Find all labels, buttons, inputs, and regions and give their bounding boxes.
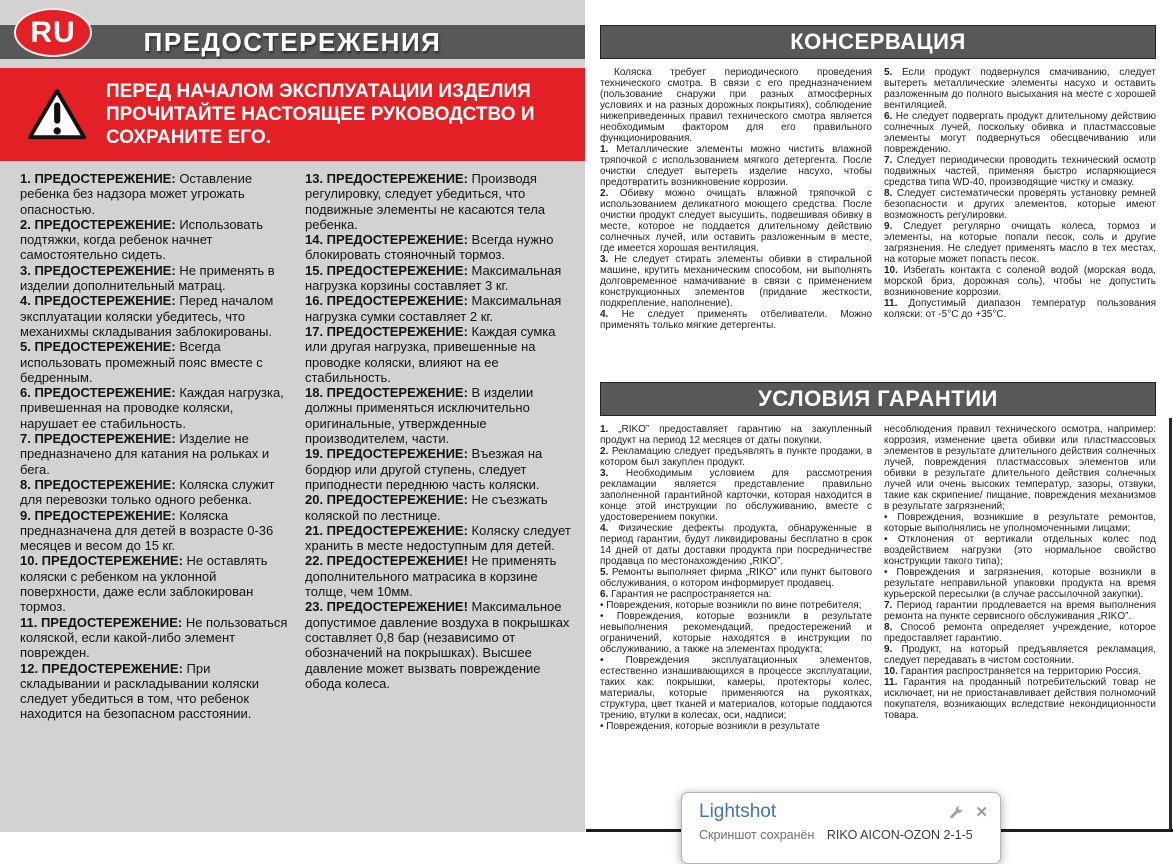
paragraph-text: Физические дефекты продукта, обнаруженные в период гарантии, будут ликвидированы бесплатно в срок 14 дней от даты доставки продукта при посредничестве продавца по местонахождению „RIKO”. [600,523,872,567]
paragraph [600,67,872,144]
lightshot-status-text: Скриншот сохранён [699,828,815,842]
warning-item-heading: 9. ПРЕДОСТЕРЕЖЕНИЕ: [20,507,176,523]
warning-item-heading: 17. ПРЕДОСТЕРЕЖЕНИЕ: [305,323,468,339]
warning-item-text: Не применять в изделии дополнительный матрац. [20,262,275,294]
maintenance-column-1 [600,67,872,331]
maintenance-section [600,25,1156,331]
warning-item-heading: 11. ПРЕДОСТЕРЕЖЕНИЕ: [20,614,183,630]
lightshot-message-row [682,823,1000,842]
paragraph-text: Металлические элементы можно чистить влажной тряпочкой с использованием мягкого детергента. После очистки следует вытереть изделие насухо, чтобы предотвратить возникновение коррозии. [600,144,873,188]
warning-item-heading: 23. ПРЕДОСТЕРЕЖЕНИЕ! [305,599,468,615]
paragraph-text: • Повреждения, которые возникли в результате [600,721,820,732]
paragraph [884,534,1156,567]
warning-item-heading: 2. ПРЕДОСТЕРЕЖЕНИЕ: [20,216,176,232]
warning-item-text: Максимальное допустимое давление воздуха в покрышках составляет 0,8 бар (независимо от обозначений на покрышках). Высшее давление может вызвать повреждение обода колеса. [305,599,570,691]
lightshot-header [682,793,1000,823]
paragraph-number: 4. [600,523,609,534]
warning-item-text: Коляску следует хранить в месте недоступным для детей. [305,522,571,554]
paragraph [600,567,872,589]
warning-item-text: Въезжая на бордюр или другой ступень, следует приподнести переднюю часть коляски. [305,446,543,492]
warranty-column-2 [884,424,1156,732]
warning-item-text: Не съезжать коляской по лестнице. [305,492,548,523]
paragraph-text: Период гарантии продлевается на время выполнения ремонта на пункте сервисного обслуживания „RIKO”. [884,600,1156,622]
paragraph-number: 9. [884,221,893,232]
paragraph-number: 10. [884,265,898,276]
paragraph-text: Способ ремонта определяет учреждение, которое предоставляет гарантию. [884,622,1156,644]
paragraph [600,655,872,721]
warning-item-text: Всегда использовать промежный пояс вместе с бедренным. [20,339,263,385]
paragraph-text: Следует систематически проверять установку ремней безопасности и других элементов, которые имеют возможность регулировки. [884,188,1156,221]
paragraph-text: • Повреждения, которые возникли по вине потребителя; [600,600,862,611]
paragraph-text: • Повреждения, которые возникли в результате невыполнения рекомендаций, предостережений и ограничений, которые находятся в инструкции по обслуживанию, а также на элементах продукта; [600,611,872,655]
warranty-title: УСЛОВИЯ ГАРАНТИИ [758,386,998,411]
warning-item-text: Каждая нагрузка, привешенная на проводке коляски, нарушает ее стабильность. [20,385,284,431]
lightshot-filename-link[interactable]: RIKO AICON-OZON 2-1-5 [826,828,973,842]
warning-item-heading: 15. ПРЕДОСТЕРЕЖЕНИЕ: [305,262,468,278]
scan-edge-right [1169,418,1172,832]
paragraph-number: 2. [600,446,609,457]
paragraph-number: 4. [600,309,609,320]
language-badge [14,8,92,57]
paragraph [884,67,1156,111]
paragraph-text: Следует периодически проводить технический осмотр подвижных частей, применяя быстро испаряющиеся средства типа WD-40, производящие чистку и смазку. [884,155,1156,188]
paragraph [884,298,1156,320]
warning-item [305,523,574,554]
warning-item [305,553,574,599]
warning-item [305,492,574,523]
paragraph-number: 6. [600,589,609,600]
warning-item-heading: 16. ПРЕДОСТЕРЕЖЕНИЕ: [305,293,468,309]
paragraph-number: 6. [884,111,893,122]
warning-item [305,446,574,492]
warning-item [20,431,289,477]
warning-item-text: Максимальная нагрузка сумки составляет 2 кг. [305,293,562,324]
paragraph-text: Следует регулярно очищать колеса, тормоз и элементы, на которые попали песок, соль и другие загрязнения. Не следует применять масло в тех местах, на которые может попасть песок. [884,221,1156,265]
warning-item [20,339,289,385]
warning-item [20,615,289,661]
warning-item-text: Производя регулировку, следует убедиться, что подвижные элементы не касаются тела ребенка. [305,171,546,232]
paragraph-number: 2. [600,188,609,199]
warning-item [305,171,574,232]
paragraph-number: 8. [884,622,893,633]
paragraph [884,111,1156,155]
paragraph-text: Не следует стирать элементы обивки в стиральной машине, крутить механическим способом, ни выполнять долговременное намачивание в связи с применением конструкционных элементов (придание жесткости, подкрепление, наполнение). [600,254,873,309]
paragraph-text: Не следует применять отбеливатели. Можно применять только мягкие детергенты. [600,309,873,331]
warning-item-heading: 18. ПРЕДОСТЕРЕЖЕНИЕ: [305,385,468,401]
warranty-section [600,382,1156,732]
warning-triangle-icon [26,87,88,143]
paragraph [600,446,872,468]
warning-item [20,553,289,614]
paragraph [884,188,1156,221]
paragraph-text: Гарантия распространяется на территорию Россия. [900,666,1141,677]
warning-item [20,385,289,431]
paragraph-text: • Повреждения эксплуатационных элементов, естественно изнашивающихся в процессе эксплуатации, таких как: покрышки, камеры, протекторы колес, материалы, которые применяются на рукоятках, структура, цвет тканей и материалов, которые поддаются трению, втулки в колесах, оси, надписи; [600,655,872,721]
paragraph-text: Если продукт подвернулся смачиванию, следует вытереть металлические элементы насухо и оставить разложенным до полного высыхания на месте с хорошей вентиляцией. [884,67,1156,111]
paragraph [600,254,872,309]
warning-item-heading: 1. ПРЕДОСТЕРЕЖЕНИЕ: [20,171,176,186]
paragraph [600,523,872,567]
paragraph [600,611,872,655]
paragraph-number: 5. [600,567,609,578]
warning-item-text: В изделии должны применяться исключительно оригинальные, утвержденные производителем, части. [305,385,534,447]
paragraph [600,589,872,600]
warning-item-heading: 7. ПРЕДОСТЕРЕЖЕНИЕ: [20,431,176,447]
warning-item [20,263,289,294]
warning-item-heading: 8. ПРЕДОСТЕРЕЖЕНИЕ: [20,476,176,492]
warning-item [20,293,289,339]
paragraph-text: Продукт, на который предъявляется рекламация, следует передавать в чистом состоянии. [884,644,1156,666]
paragraph-number: 11. [884,298,898,309]
warning-item-text: Всегда нужно блокировать стояночный тормоз. [305,232,554,263]
warning-item-text: Перед началом эксплуатации коляски убедитесь, что механихмы складывания заблокированы. [20,293,274,339]
warning-item-heading: 13. ПРЕДОСТЕРЕЖЕНИЕ: [305,171,468,186]
warning-item [20,477,289,508]
paragraph [884,622,1156,644]
maintenance-header-bar [600,25,1156,59]
paragraph-number: 10. [884,666,898,677]
maintenance-warranty-page [588,0,1173,832]
paragraph [884,677,1156,721]
warning-item-heading: 6. ПРЕДОСТЕРЕЖЕНИЕ: [20,385,176,401]
paragraph-text: Допустимый диапазон температур пользования коляски: от -5°C до +35°C. [884,298,1156,320]
warning-item [305,599,574,691]
paragraph [884,666,1156,677]
paragraph [884,265,1156,298]
paragraph [600,600,872,611]
paragraph-number: 7. [884,155,893,166]
warning-item [305,232,574,263]
paragraph-text: Коляска требует периодического проведения технического смотра. В связи с его предназначением (пользование снаружи при разных атмосферных условиях и на разных дорожных покрытиях), соблюдение нижеприведенных правил технического смотра является необходимым фактором для его правильного функционирования. [600,67,872,144]
warning-item-text: Не оставлять коляски с ребенком на уклонной поверхности, даже если заблокирован тормоз. [20,553,268,615]
warning-item [305,293,574,324]
paragraph-text: • Отклонения от вертикали отдельных колес под воздействием нагрузки (это нормальное свойство конструкции такого типа); [884,534,1156,567]
warning-item-heading: 20. ПРЕДОСТЕРЕЖЕНИЕ: [305,492,468,508]
paragraph-number: 1. [600,144,609,155]
paragraph [884,155,1156,188]
paragraph [884,424,1156,512]
warning-item-text: Коляска предназначена для детей в возрасте 0-36 месяцев и весом до 15 кг. [20,507,274,554]
warning-item-heading: 21. ПРЕДОСТЕРЕЖЕНИЕ: [305,522,468,538]
paragraph-text: Обивку можно очищать влажной тряпочкой с использованием деликатного моющего средства. После очистки продукт следует высушить, подвешивая обивку в месте, которое не поддается длительному действию солнечных лучей, или оставить разложенным в месте, где имеется хорошая вентиляция. [600,188,873,254]
paragraph [884,512,1156,534]
warning-item-text: Использовать подтяжки, когда ребенок начнет самостоятельно сидеть. [20,216,263,263]
paragraph-text: Необходимым условием для рассмотрения рекламации является представление правильно заполненной гарантийной карточки, которая находится в конце этой инструкции по обслуживанию, вместе с удостоверением покупки. [600,468,873,523]
paragraph [600,424,872,446]
paragraph [600,309,872,331]
settings-wrench-icon[interactable] [949,805,963,819]
warning-item [305,263,574,294]
close-icon[interactable]: ✕ [975,803,988,821]
warranty-header-bar [600,382,1156,416]
paragraph-text: Гарантия на проданный потребительский товар не исключает, ни не приостанавливает действия полномочий покупателя, возникающих вследствие некондиционности товара. [884,677,1156,721]
paragraph [600,188,872,254]
warnings-column-2 [305,171,574,722]
paragraph-text: несоблюдения правил технического осмотра, например: коррозия, изменение цвета обивки или пластмассовых элементов в результате длительного действия солнечных лучей, повреждения пластмассовых элементов или обивки в результате длительного действия солнечных лучей или очень высоких температур, зазоры, отзвуки, такие как скрипение/ пищание, повреждения механизмов в результате загрязнений; [884,424,1156,512]
paragraph-text: Гарантия не распространяется на: [611,589,772,600]
alert-banner [0,68,585,161]
maintenance-title: КОНСЕРВАЦИЯ [790,29,966,54]
paragraph-text: • Повреждения и загрязнения, которые возникли в результате неправильной упаковки продукта на время курьерской пересылки (в случае рассылочной закупки). [884,567,1156,600]
paragraph-number: 5. [884,67,893,78]
page-title: ПРЕДОСТЕРЕЖЕНИЯ [143,26,442,57]
warning-item [20,217,289,263]
warnings-list [20,171,574,722]
warning-item-heading: 19. ПРЕДОСТЕРЕЖЕНИЕ: [305,446,468,462]
maintenance-columns [600,67,1156,331]
paragraph [884,644,1156,666]
paragraph [600,468,872,523]
alert-text: ПЕРЕД НАЧАЛОМ ЭКСПЛУАТАЦИИ ИЗДЕЛИЯ ПРОЧИТАЙТЕ НАСТОЯЩЕЕ РУКОВОДСТВО И СОХРАНИТЕ ЕГО. [106,80,535,149]
warning-item-heading: 22. ПРЕДОСТЕРЕЖЕНИЕ! [305,553,468,569]
lightshot-title: Lightshot [699,801,777,822]
warnings-column-1 [20,171,289,722]
paragraph [600,721,872,732]
paragraph [884,567,1156,600]
paragraph-text: „RIKO” предоставляет гарантию на закупленный продукт на период 12 месяцев от даты покупки. [600,424,873,446]
maintenance-column-2 [884,67,1156,331]
warning-item-text: При складывании и раскладывании коляски следует убедиться в том, что ребенок находится на безопасном расстоянии. [20,660,259,722]
warning-item-heading: 10. ПРЕДОСТЕРЕЖЕНИЕ: [20,553,183,569]
warning-item [305,324,574,385]
lightshot-notification [681,792,1001,864]
warning-item-text: Не применять дополнительного матрасика в корзине толще, чем 10мм. [305,553,557,600]
paragraph-text: Избегать контакта с соленой водой (морская вода, морской бриз, дорожная соль), чтобы не допустить возникновение коррозии. [884,265,1156,298]
warning-item-text: Каждая сумка или другая нагрузка, привешенные на проводке коляски, влияют на ее стабильность. [305,323,556,385]
warning-item-heading: 14. ПРЕДОСТЕРЕЖЕНИЕ: [305,232,468,248]
warning-item-heading: 12. ПРЕДОСТЕРЕЖЕНИЕ: [20,660,183,676]
warning-item [305,385,574,446]
warning-item-heading: 4. ПРЕДОСТЕРЕЖЕНИЕ: [20,293,176,309]
warning-item [20,661,289,722]
warning-item-text: Не пользоваться коляской, если какой-либо элемент поврежден. [20,614,288,661]
paragraph [884,600,1156,622]
paragraph-number: 3. [600,468,609,479]
paragraph [600,144,872,188]
paragraph-number: 7. [884,600,893,611]
warnings-page [0,0,585,832]
warning-item-text: Коляска служит для перевозки только одного ребенка. [20,476,275,508]
paragraph [884,221,1156,265]
warning-item-heading: 3. ПРЕДОСТЕРЕЖЕНИЕ: [20,262,176,278]
warning-item-text: Максимальная нагрузка корзины составляет 3 кг. [305,262,562,294]
warning-item-text: Оставление ребенка без надзора может угрожать опасностью. [20,171,253,217]
paragraph-number: 9. [884,644,893,655]
paragraph-text: Ремонты выполняет фирма „RIKO” или пункт бытового обслуживания, о котором информирует продавец. [600,567,873,589]
warranty-columns [600,424,1156,732]
language-badge-label: RU [30,15,76,49]
paragraph-text: Не следует подвергать продукт длительному действию солнечных лучей, поскольку обивка и пластмассовые элементы могут подвернуться обесцвечиванию или повреждению. [884,111,1156,155]
paragraph-text: Рекламацию следует предъявлять в пункте продажи, в котором был закуплен продукт. [600,446,873,468]
warning-item-text: Изделие не предназначено для катания на рольках и бега. [20,431,270,477]
warning-item [20,171,289,217]
warranty-column-1 [600,424,872,732]
warning-item [20,508,289,554]
warning-item-heading: 5. ПРЕДОСТЕРЕЖЕНИЕ: [20,339,176,355]
paragraph-text: • Повреждения, возникшие в результате ремонтов, которые выполнялись не уполномоченными лицами; [884,512,1156,534]
paragraph-number: 8. [884,188,893,199]
paragraph-number: 3. [600,254,609,265]
paragraph-number: 1. [600,424,609,435]
paragraph-number: 11. [884,677,898,688]
